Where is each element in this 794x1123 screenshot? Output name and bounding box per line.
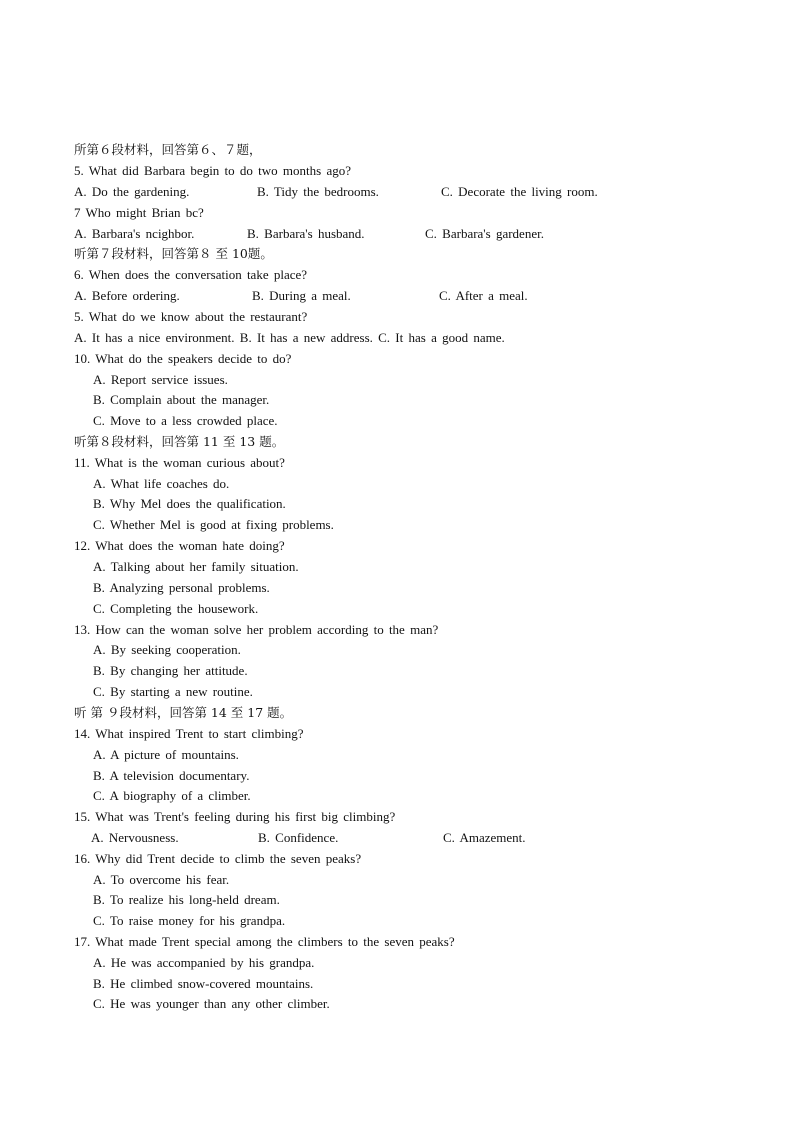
option-b: B. Confidence. <box>258 830 339 845</box>
question-11: 11. What is the woman curious about? <box>74 455 285 470</box>
option-b: B. By changing her attitude. <box>93 663 248 678</box>
option-c: C. Move to a less crowded place. <box>93 413 278 428</box>
option-b: B. Tidy the bedrooms. <box>257 184 379 199</box>
options-row: A. It has a nice environment. B. It has a new address. C. It has a good name. <box>74 330 505 345</box>
option-b: B. Complain about the manager. <box>93 392 270 407</box>
option-a: A. He was accompanied by his grandpa. <box>93 955 315 970</box>
option-b: B. A television documentary. <box>93 768 250 783</box>
option-b: B. During a meal. <box>252 288 351 303</box>
option-a: A. What life coaches do. <box>93 476 230 491</box>
option-a: A. Report service issues. <box>93 372 228 387</box>
section-heading-6: 所第６段材料，回答第６、７题， <box>74 142 262 157</box>
question-5-restaurant: 5. What do we know about the restaurant? <box>74 309 308 324</box>
option-a: A. Before ordering. <box>74 288 180 303</box>
section-heading-9: 听 第 ９段材料，回答第 14 至 17 题。 <box>74 705 293 720</box>
question-16: 16. Why did Trent decide to climb the seven peaks? <box>74 851 362 866</box>
option-c: C. Decorate the living room. <box>441 184 598 199</box>
option-b: B. To realize his long-held dream. <box>93 892 280 907</box>
option-c: C. Barbara's gardener. <box>425 226 544 241</box>
question-5-barbara: 5. What did Barbara begin to do two months ago? <box>74 163 351 178</box>
option-c: C. To raise money for his grandpa. <box>93 913 286 928</box>
option-a: A. Nervousness. <box>91 830 179 845</box>
question-13: 13. How can the woman solve her problem according to the man? <box>74 622 439 637</box>
question-15: 15. What was Trent's feeling during his first big climbing? <box>74 809 396 824</box>
section-heading-8: 听第８段材料，回答第 11 至 13 题。 <box>74 434 285 449</box>
question-6: 6. When does the conversation take place? <box>74 267 308 282</box>
option-c: C. Whether Mel is good at fixing problems. <box>93 517 334 532</box>
option-b: B. He climbed snow-covered mountains. <box>93 976 314 991</box>
option-a: A. Do the gardening. <box>74 184 190 199</box>
option-c: C. A biography of a climber. <box>93 788 251 803</box>
option-a: A. By seeking cooperation. <box>93 642 241 657</box>
option-c: C. By starting a new routine. <box>93 684 253 699</box>
option-a: A. Barbara's ncighbor. <box>74 226 195 241</box>
option-b: B. Barbara's husband. <box>247 226 365 241</box>
option-b: B. Why Mel does the qualification. <box>93 496 286 511</box>
option-c: C. After a meal. <box>439 288 528 303</box>
option-a: A. To overcome his fear. <box>93 872 230 887</box>
question-14: 14. What inspired Trent to start climbing? <box>74 726 304 741</box>
question-12: 12. What does the woman hate doing? <box>74 538 285 553</box>
question-10: 10. What do the speakers decide to do? <box>74 351 292 366</box>
option-a: A. A picture of mountains. <box>93 747 239 762</box>
question-7: 7 Who might Brian bc? <box>74 205 204 220</box>
option-c: C. He was younger than any other climber. <box>93 996 330 1011</box>
option-a: A. Talking about her family situation. <box>93 559 299 574</box>
question-17: 17. What made Trent special among the climbers to the seven peaks? <box>74 934 455 949</box>
option-c: C. Completing the housework. <box>93 601 259 616</box>
section-heading-7: 听第７段材料，回答第８ 至 10题。 <box>74 246 273 261</box>
option-b: B. Analyzing personal problems. <box>93 580 270 595</box>
option-c: C. Amazement. <box>443 830 526 845</box>
